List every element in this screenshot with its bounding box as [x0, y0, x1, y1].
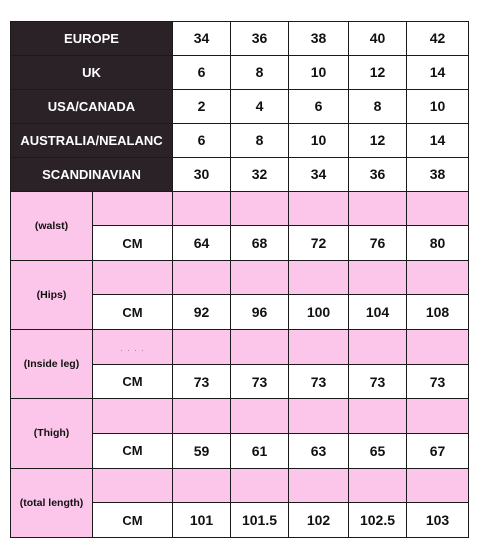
pink-blank-cell [93, 468, 173, 503]
measurement-value: 73 [349, 364, 407, 399]
measurement-label: (walst) [11, 191, 93, 260]
pink-blank-cell [289, 468, 349, 503]
measurement-header-row [11, 330, 469, 365]
pink-blank-cell [173, 330, 231, 365]
measurement-value: 72 [289, 226, 349, 261]
pink-blank-cell [349, 260, 407, 295]
measurement-value: 73 [407, 364, 469, 399]
size-chart-table [10, 21, 469, 538]
size-row [11, 123, 469, 157]
pink-blank-cell [407, 468, 469, 503]
size-value: 8 [231, 55, 289, 89]
measurement-header-row [11, 191, 469, 226]
measurement-header-row [11, 468, 469, 503]
measurement-value: 101 [173, 503, 231, 538]
size-value: 36 [349, 157, 407, 191]
size-value: 6 [173, 123, 231, 157]
measurement-value: 59 [173, 433, 231, 468]
size-row [11, 22, 469, 56]
measurement-value: 100 [289, 295, 349, 330]
size-value: 12 [349, 55, 407, 89]
unit-label: CM [93, 226, 173, 261]
measurement-header-row [11, 260, 469, 295]
pink-blank-cell [231, 399, 289, 434]
pink-blank-cell [349, 191, 407, 226]
size-value: 2 [173, 89, 231, 123]
pink-blank-cell [93, 260, 173, 295]
measurement-value: 108 [407, 295, 469, 330]
unit-label: CM [93, 433, 173, 468]
pink-blank-cell [407, 260, 469, 295]
size-value: 30 [173, 157, 231, 191]
pink-blank-cell [289, 191, 349, 226]
pink-blank-cell [231, 330, 289, 365]
size-value: 8 [231, 123, 289, 157]
size-system-label: SCANDINAVIAN [11, 157, 173, 191]
size-system-label: EUROPE [11, 22, 173, 56]
size-value: 40 [349, 22, 407, 56]
pink-blank-cell [289, 399, 349, 434]
pink-blank-cell [173, 191, 231, 226]
size-value: 32 [231, 157, 289, 191]
measurement-value: 80 [407, 226, 469, 261]
measurement-value: 67 [407, 433, 469, 468]
measurement-value: 63 [289, 433, 349, 468]
size-value: 34 [289, 157, 349, 191]
pink-blank-cell [349, 399, 407, 434]
measurement-label: (Hips) [11, 260, 93, 329]
pink-blank-cell [93, 399, 173, 434]
size-value: 8 [349, 89, 407, 123]
unit-label: CM [93, 364, 173, 399]
measurement-label: (Thigh) [11, 399, 93, 468]
measurement-value: 103 [407, 503, 469, 538]
size-value: 38 [407, 157, 469, 191]
pink-blank-cell [231, 468, 289, 503]
size-value: 38 [289, 22, 349, 56]
size-value: 10 [289, 55, 349, 89]
measurement-value: 61 [231, 433, 289, 468]
measurement-value: 102.5 [349, 503, 407, 538]
size-value: 6 [289, 89, 349, 123]
pink-blank-cell [289, 260, 349, 295]
measurement-header-row [11, 399, 469, 434]
measurement-value: 92 [173, 295, 231, 330]
size-row [11, 55, 469, 89]
size-value: 12 [349, 123, 407, 157]
size-row [11, 89, 469, 123]
measurement-value: 73 [173, 364, 231, 399]
measurement-value: 68 [231, 226, 289, 261]
pink-blank-cell [407, 399, 469, 434]
measurement-value: 76 [349, 226, 407, 261]
faint-mark: . . . . [120, 342, 145, 353]
pink-blank-cell [231, 260, 289, 295]
pink-blank-cell [407, 191, 469, 226]
pink-blank-cell [407, 330, 469, 365]
measurement-value: 64 [173, 226, 231, 261]
size-value: 42 [407, 22, 469, 56]
measurement-value: 96 [231, 295, 289, 330]
unit-label: CM [93, 295, 173, 330]
measurement-value: 65 [349, 433, 407, 468]
pink-blank-cell [173, 468, 231, 503]
size-system-label: UK [11, 55, 173, 89]
pink-blank-cell [349, 468, 407, 503]
size-value: 4 [231, 89, 289, 123]
pink-blank-cell [173, 260, 231, 295]
size-value: 14 [407, 123, 469, 157]
size-value: 10 [407, 89, 469, 123]
size-value: 14 [407, 55, 469, 89]
measurement-label: (total length) [11, 468, 93, 537]
unit-label: CM [93, 503, 173, 538]
size-row [11, 157, 469, 191]
size-system-label: AUSTRALIA/NEALANC [11, 123, 173, 157]
measurement-value: 73 [289, 364, 349, 399]
pink-blank-cell [289, 330, 349, 365]
pink-blank-cell [93, 330, 173, 365]
measurement-value: 73 [231, 364, 289, 399]
measurement-label: (Inside leg) [11, 330, 93, 399]
measurement-value: 104 [349, 295, 407, 330]
pink-blank-cell [93, 191, 173, 226]
size-value: 36 [231, 22, 289, 56]
size-value: 34 [173, 22, 231, 56]
pink-blank-cell [173, 399, 231, 434]
measurement-value: 102 [289, 503, 349, 538]
pink-blank-cell [349, 330, 407, 365]
size-value: 6 [173, 55, 231, 89]
measurement-value: 101.5 [231, 503, 289, 538]
size-value: 10 [289, 123, 349, 157]
size-system-label: USA/CANADA [11, 89, 173, 123]
pink-blank-cell [231, 191, 289, 226]
